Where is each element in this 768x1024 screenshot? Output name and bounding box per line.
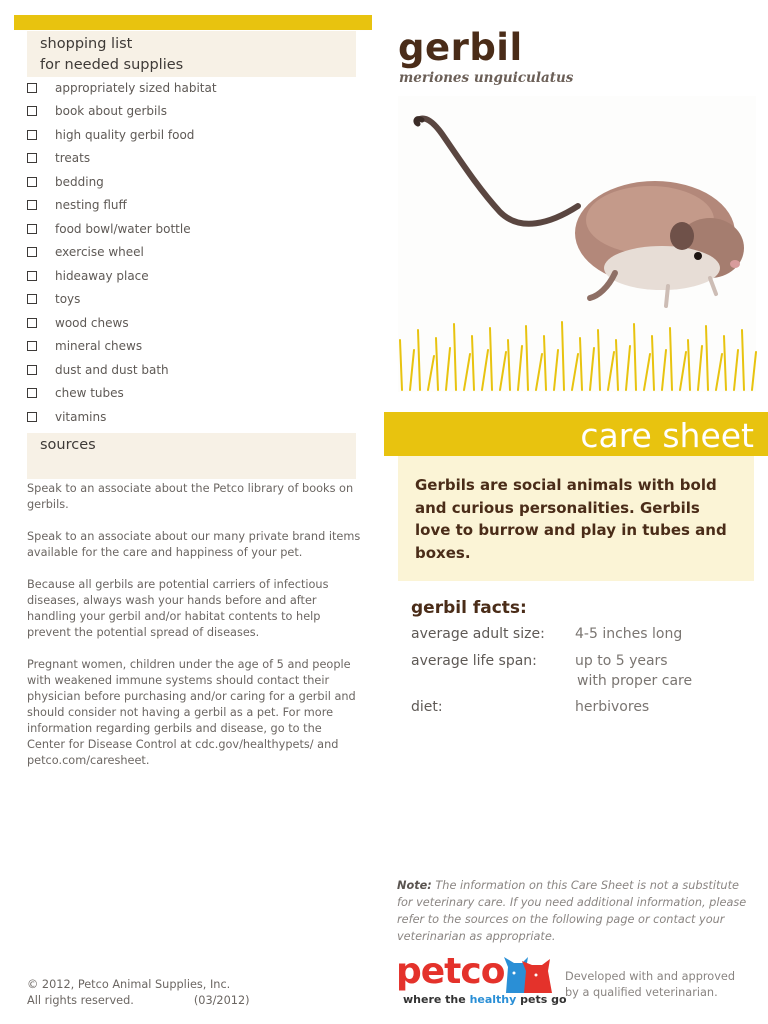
list-item[interactable] [26, 405, 217, 429]
rights-line [27, 993, 250, 1009]
tagline-highlight: healthy [469, 993, 517, 1006]
tagline-after: pets go [516, 993, 567, 1006]
fact-value-lifespan-line1: up to 5 years [575, 653, 668, 669]
fact-value-size: 4-5 inches long [575, 626, 683, 642]
list-item[interactable] [26, 147, 217, 171]
sources-text [27, 481, 361, 785]
shopping-list-title [40, 34, 183, 76]
checkbox-icon[interactable] [27, 318, 37, 328]
latin-name: meriones unguiculatus [399, 70, 574, 86]
checkbox-icon[interactable] [27, 247, 37, 257]
petco-logo[interactable]: petco [396, 951, 505, 992]
list-item-label: mineral chews [55, 339, 143, 354]
shopping-list-title-line1: shopping list [40, 36, 133, 52]
list-item[interactable] [26, 123, 217, 147]
fact-label-size: average adult size: [411, 626, 545, 642]
gerbil-photo [410, 108, 750, 323]
sources-paragraph: Speak to an associate about the Petco library of books on gerbils. [27, 482, 354, 511]
note-label: Note: [397, 879, 432, 892]
intro-text: Gerbils are social animals with bold and curious personalities. Gerbils love to burrow and play in tubes and boxes. [415, 476, 727, 562]
sources-paragraph: Pregnant women, children under the age of 5 and people with weakened immune systems should contact their physician before purchasing and/or caring for a gerbil and should consider not having a gerbil as a pet. For more information regarding gerbils and disease, go to the Center for Disease Control at cdc.gov/healthypets/ and petco.com/caresheet. [27, 658, 356, 767]
sources-title: sources [40, 437, 96, 453]
checkbox-icon[interactable] [27, 341, 37, 351]
list-item[interactable] [26, 335, 217, 359]
checkbox-icon[interactable] [27, 83, 37, 93]
note-block [397, 877, 752, 945]
list-item[interactable] [26, 311, 217, 335]
checkbox-icon[interactable] [27, 200, 37, 210]
petco-tagline [403, 993, 567, 1006]
fact-value-diet: herbivores [575, 699, 650, 715]
list-item[interactable] [26, 382, 217, 406]
list-item-label: nesting fluff [55, 198, 127, 213]
list-item-label: exercise wheel [55, 245, 144, 260]
fact-value-lifespan [575, 651, 745, 691]
top-accent-bar [14, 15, 372, 30]
copyright-line: © 2012, Petco Animal Supplies, Inc. [27, 978, 231, 991]
grass-decoration [398, 310, 758, 395]
list-item[interactable] [26, 76, 217, 100]
list-item-label: appropriately sized habitat [55, 80, 217, 95]
care-sheet-title: care sheet [580, 416, 754, 455]
checkbox-icon[interactable] [27, 177, 37, 187]
list-item-label: high quality gerbil food [55, 127, 195, 142]
tagline-before: where the [403, 993, 470, 1006]
checkbox-icon[interactable] [27, 106, 37, 116]
checkbox-icon[interactable] [27, 271, 37, 281]
list-item[interactable] [26, 264, 217, 288]
fact-value-lifespan-line2: with proper care [577, 673, 693, 689]
list-item[interactable] [26, 100, 217, 124]
list-item-label: wood chews [55, 315, 129, 330]
list-item[interactable] [26, 194, 217, 218]
shopping-checklist [26, 76, 217, 429]
vet-approval-line1: Developed with and approved [565, 970, 735, 983]
shopping-list-title-line2: for needed supplies [40, 57, 184, 73]
list-item-label: hideaway place [55, 268, 149, 283]
fact-label-lifespan: average life span: [411, 653, 537, 669]
sources-paragraph: Speak to an associate about our many private brand items available for the care and happiness of your pet. [27, 530, 361, 559]
list-item-label: bedding [55, 174, 104, 189]
list-item[interactable] [26, 170, 217, 194]
list-item[interactable] [26, 288, 217, 312]
fact-label-diet: diet: [411, 699, 443, 715]
note-text: The information on this Care Sheet is not a substitute for veterinary care. If you need additional information, please refer to the sources on the following page or contact your veterinarian as appropriate. [397, 879, 747, 943]
list-item-label: vitamins [55, 409, 107, 424]
vet-approval [565, 969, 765, 1001]
copyright-block [27, 977, 250, 1008]
list-item[interactable] [26, 241, 217, 265]
list-item-label: chew tubes [55, 386, 124, 401]
checkbox-icon[interactable] [27, 130, 37, 140]
checkbox-icon[interactable] [27, 153, 37, 163]
checkbox-icon[interactable] [27, 365, 37, 375]
checkbox-icon[interactable] [27, 294, 37, 304]
page-title: gerbil [398, 26, 523, 69]
list-item-label: toys [55, 292, 81, 307]
sources-paragraph: Because all gerbils are potential carriers of infectious diseases, always wash your hands before and after handling your gerbil and/or habitat contents to help prevent the potential spread of diseases. [27, 578, 329, 639]
list-item-label: book about gerbils [55, 104, 167, 119]
list-item-label: dust and dust bath [55, 362, 169, 377]
list-item-label: food bowl/water bottle [55, 221, 191, 236]
print-date: (03/2012) [193, 993, 250, 1007]
list-item-label: treats [55, 151, 91, 166]
list-item[interactable] [26, 358, 217, 382]
vet-approval-line2: by a qualified veterinarian. [565, 986, 718, 999]
checkbox-icon[interactable] [27, 224, 37, 234]
rights-text: All rights reserved. [27, 993, 134, 1007]
list-item[interactable] [26, 217, 217, 241]
checkbox-icon[interactable] [27, 412, 37, 422]
pets-icon [500, 953, 554, 995]
facts-title: gerbil facts: [411, 598, 527, 618]
checkbox-icon[interactable] [27, 388, 37, 398]
